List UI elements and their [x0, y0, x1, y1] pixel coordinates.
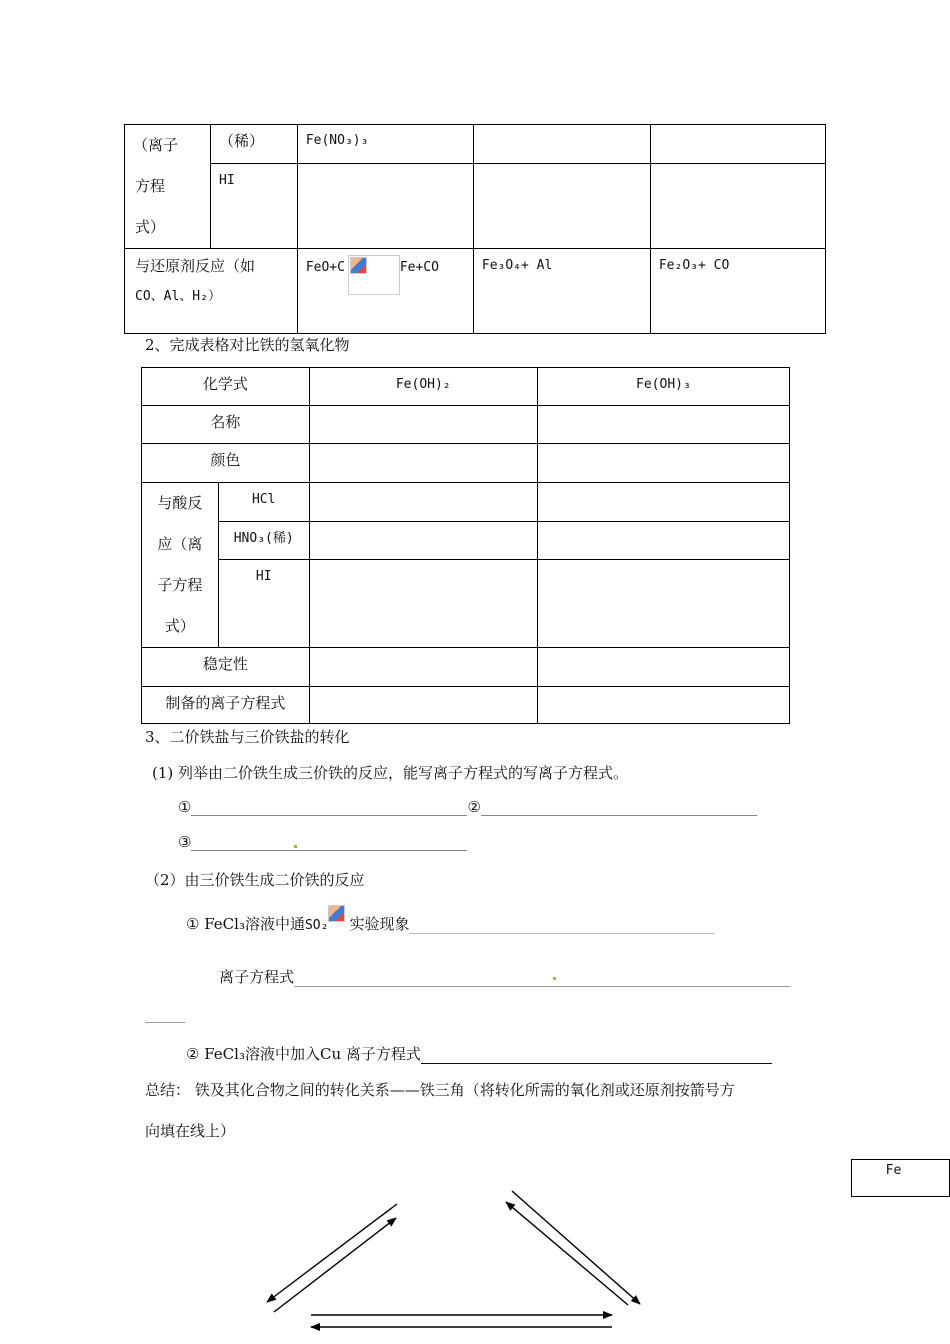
acid-hi: HI: [218, 560, 309, 648]
acid-group-label: 与酸反 应（离 子方程 式）: [142, 483, 219, 648]
row-name: 名称: [142, 406, 310, 444]
row-stability: 稳定性: [142, 648, 310, 687]
answer-line-1: ① ②: [178, 798, 757, 816]
cell-feo-reaction: FeO+C Fe+CO: [297, 249, 473, 334]
row-preparation: 制备的离子方程式: [142, 687, 310, 724]
summary-line-2: 向填在线上）: [145, 1122, 236, 1140]
cell-fe2o3-reaction: Fe₂O₃+ CO: [650, 249, 825, 334]
acid-hno3: HNO₃(稀): [218, 521, 309, 560]
section2-title: 2、完成表格对比铁的氢氧化物: [145, 336, 350, 354]
header-formula: 化学式: [142, 368, 310, 406]
header-fe-oh3: Fe(OH)₃: [537, 368, 789, 406]
row-label-ionic: （离子 方程 式）: [125, 125, 211, 249]
header-fe-oh2: Fe(OH)₂: [309, 368, 537, 406]
acid-hcl: HCl: [218, 483, 309, 522]
item-cu: ② FeCl₃溶液中加入Cu 离子方程式: [186, 1043, 772, 1064]
answer-line-3: ③: [178, 833, 467, 851]
arrow-right-up: [506, 1202, 628, 1305]
ionic-equation-row: 离子方程式: [219, 966, 790, 987]
summary-line-1: 总结： 铁及其化合物之间的转化关系——铁三角（将转化所需的氧化剂或还原剂按箭号方: [145, 1081, 735, 1099]
acid-cell-dilute: （稀）: [211, 125, 298, 164]
cell-fe-no3: Fe(NO₃)₃: [297, 125, 473, 164]
fe-box: Fe: [851, 1159, 950, 1197]
arrow-left-down: [267, 1204, 397, 1302]
row-color: 颜色: [142, 444, 310, 483]
item-so2: ① FeCl₃溶液中通SO₂ 实验现象: [186, 913, 715, 934]
section3-title: 3、二价铁盐与三价铁盐的转化: [145, 728, 350, 746]
row-label-reducer: 与还原剂反应（如 CO、Al、H₂）: [125, 249, 298, 334]
question-1: (1) 列举由二价铁生成三价铁的反应，能写离子方程式的写离子方程式。: [152, 764, 629, 782]
arrow-right-down: [512, 1191, 640, 1304]
question-2: （2）由三价铁生成二价铁的反应: [145, 871, 365, 889]
acid-cell-hi: HI: [211, 164, 298, 249]
arrow-left-up: [274, 1218, 396, 1312]
cell-fe3o4-reaction: Fe₃O₄+ Al: [473, 249, 650, 334]
